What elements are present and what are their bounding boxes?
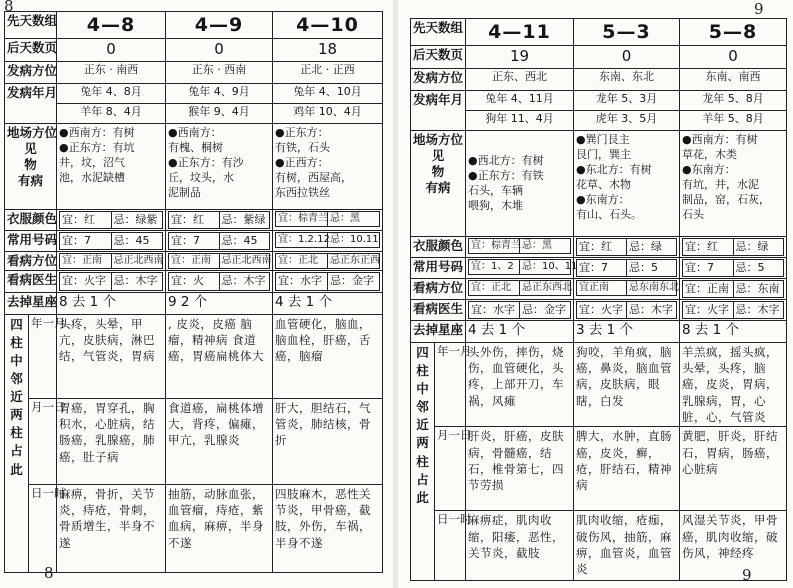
disease-cell: 四肢麻木，恶性关节炎，甲骨癌，截肢，外伤，车祸，半身不遂 <box>273 484 383 572</box>
row-year-1 <box>411 90 787 110</box>
star-cell: 4 去 1 个 <box>466 320 574 342</box>
disease-cell: 肝大，胆结石，气管炎，肺结核，骨折 <box>273 398 383 484</box>
hospital-yi: 宜：正南 <box>683 280 734 297</box>
pillar-char: 四 <box>10 316 23 332</box>
doctor-ji: 忌：金字 <box>520 301 571 318</box>
row-xiantian <box>5 12 383 39</box>
numbers-cell <box>680 257 787 278</box>
clothing-ji: 忌：绿 <box>627 238 677 255</box>
label-site <box>411 130 466 236</box>
label-period: 月一日 <box>435 427 466 511</box>
row-site <box>411 130 787 236</box>
row-hospital <box>5 251 383 271</box>
label-star: 去掉星座 <box>411 320 466 342</box>
numbers-ji: 忌：10.11 <box>328 232 380 248</box>
numbers-cell <box>57 230 166 251</box>
clothing-cell <box>680 236 787 257</box>
hospital-cell <box>273 251 383 271</box>
site-cell: ●西南方：有树 ●正东方：有坑 井，坟，沼气 池，水泥缺槽 <box>57 123 166 209</box>
numbers-ji: 忌：5 <box>627 259 677 276</box>
year-cell: 羊年 8、4月 <box>57 103 166 123</box>
doctor-cell <box>680 299 787 320</box>
disease-cell: 麻痹症，肌肉收缩，阳痿，恶性，关节炎，截肢 <box>466 511 574 581</box>
doctor-cell <box>466 299 574 320</box>
star-cell: 8 去 1 个 <box>680 320 787 342</box>
row-year-1 <box>5 83 383 103</box>
numbers-ji: 忌：10、11 <box>520 259 571 275</box>
site-cell: ●正东方： 有铁，石头 ●正西方： 有树，西屋高， 东西拉铁丝 <box>273 123 383 209</box>
numbers-cell <box>166 230 273 251</box>
doctor-cell <box>166 271 273 292</box>
row-direction <box>411 68 787 90</box>
code-cell: 5—3 <box>574 19 680 46</box>
hospital-ji: 忌正北西南 <box>111 253 163 269</box>
hospital-ji: 忌：东南 <box>733 280 784 297</box>
hospital-ji: 忌正东西北 <box>520 280 571 296</box>
pillar-char: 占 <box>10 443 23 459</box>
label-pillars <box>411 342 435 581</box>
label-direction: 发病方位 <box>5 61 57 83</box>
row-year-month <box>5 314 383 398</box>
code-cell: 5—8 <box>680 19 787 46</box>
numbers-yi: 宜：7 <box>169 232 220 249</box>
row-numbers <box>411 257 787 278</box>
disease-cell: 头外伤，摔伤，烧伤，血管硬化，头疼，上部开刀，车祸，风瘫 <box>466 342 574 427</box>
doctor-yi: 宜：水字 <box>469 301 520 318</box>
label-numbers: 常用号码 <box>5 230 57 251</box>
label-pillars <box>5 314 29 572</box>
doctor-yi: 宜：水字 <box>276 273 328 290</box>
hospital-yi: 宜：正南 <box>169 253 220 269</box>
clothing-ji: 忌：绿紫 <box>111 211 163 228</box>
page-cell: 19 <box>466 46 574 68</box>
year-cell: 龙年 5、3月 <box>574 90 680 110</box>
disease-cell: 风湿关节炎，甲骨癌，肌肉收缩，破伤风，神经疼 <box>680 511 787 581</box>
row-doctor <box>5 271 383 292</box>
year-cell: 龙年 5、8月 <box>680 90 787 110</box>
page-cell: 18 <box>273 39 383 61</box>
hospital-cell <box>680 278 787 299</box>
pillar-char: 中 <box>416 381 429 397</box>
disease-cell: 麻痹，骨折，关节炎，痔疮，骨刺，骨质增生，半身不遂 <box>57 484 166 572</box>
label-xiantian: 先天数组 <box>5 12 57 39</box>
pillar-char: 柱 <box>416 362 429 378</box>
disease-cell: 抽筋，动脉血张，血管瘤，痔疮，紫血病，麻痹，半身不遂 <box>166 484 273 572</box>
numbers-yi: 宜：1.2.12 <box>276 232 328 248</box>
direction-cell: 正东 · 西南 <box>166 61 273 83</box>
label-site-line: 物 <box>24 156 37 172</box>
year-cell: 狗年 11、4月 <box>466 110 574 130</box>
doctor-yi: 宜：火字 <box>60 273 112 290</box>
clothing-cell <box>57 209 166 230</box>
row-hospital <box>411 278 787 299</box>
label-site-line: 有病 <box>18 172 44 188</box>
page-number-top: 8 <box>4 0 14 15</box>
disease-cell: 肝炎，肝癌，皮肤病，骨髓癌，结石，椎骨第七，四节劳损 <box>466 427 574 511</box>
numbers-cell <box>273 230 383 251</box>
direction-cell: 正北 · 正西 <box>273 61 383 83</box>
year-cell: 猴年 9、4月 <box>166 103 273 123</box>
year-cell: 兔年 4、11月 <box>466 90 574 110</box>
page-cell: 0 <box>574 46 680 68</box>
page-number-top: 9 <box>754 0 764 18</box>
clothing-yi: 宜：红 <box>683 238 734 255</box>
pillar-char: 两 <box>10 407 23 423</box>
doctor-yi: 宜：火 <box>169 273 220 290</box>
page-cell: 0 <box>680 46 787 68</box>
row-day-hour <box>411 511 787 581</box>
label-site-line: 地场方位 <box>413 131 464 147</box>
star-cell: 3 去 1 个 <box>574 320 680 342</box>
hospital-yi: 宜：正南 <box>60 253 112 269</box>
row-year-2 <box>5 103 383 123</box>
doctor-yi: 宜：火字 <box>577 301 627 318</box>
row-clothing <box>411 236 787 257</box>
pillar-char: 柱 <box>10 334 23 350</box>
label-houtian: 后天数页 <box>411 46 466 68</box>
label-clothing: 衣服颜色 <box>5 209 57 230</box>
doctor-cell <box>273 271 383 292</box>
year-cell: 羊年 5、8月 <box>680 110 787 130</box>
code-cell: 4—11 <box>466 19 574 46</box>
pillar-char: 近 <box>10 389 23 405</box>
direction-cell: 东南、南西 <box>680 68 787 90</box>
row-month-day <box>5 398 383 484</box>
doctor-yi: 宜：火字 <box>683 301 734 318</box>
code-cell: 4—9 <box>166 12 273 39</box>
row-star <box>5 292 383 314</box>
doctor-ji: 忌：木字 <box>219 273 270 290</box>
numbers-ji: 忌：45 <box>111 232 163 249</box>
doctor-ji: 忌：木字 <box>627 301 677 318</box>
site-cell: ●西南方： 有槐、桐树 ●正东方：有沙 丘，坟头，水 泥制品 <box>166 123 273 209</box>
label-hospital: 看病方位 <box>5 251 57 271</box>
pillar-char: 邻 <box>10 370 23 386</box>
clothing-ji: 忌：绿 <box>733 238 784 255</box>
site-cell: ●巽门艮主 艮门，巽主 ●东北方：有树 花草、木物 ●东南方： 有山、石头。 <box>574 130 680 236</box>
row-houtian <box>5 39 383 61</box>
year-cell: 鸡年 10、4月 <box>273 103 383 123</box>
disease-cell: 头疼，头晕，甲亢，皮肤病，淋巴结，气管炎，胃病 <box>57 314 166 398</box>
star-cell: 4 去 1 个 <box>273 292 383 314</box>
left-table <box>4 11 383 573</box>
hospital-cell <box>466 278 574 299</box>
site-cell: ●西南方：有树 草花，木类 ●东南方： 有坑，井，水泥 制品，窑，石灰， 石头 <box>680 130 787 236</box>
label-clothing: 衣服颜色 <box>411 236 466 257</box>
disease-cell: 羊羔疯，摇头疯，头晕，头疼，脑癌，皮炎，胃病，乳腺病，胃，心脏，心，气管炎 <box>680 342 787 427</box>
numbers-ji: 忌：45 <box>219 232 270 249</box>
hospital-yi: 宜正南 <box>577 280 627 296</box>
hospital-cell <box>166 251 273 271</box>
disease-cell: 血管硬化，脑血，脑血栓，肝癌，舌癌，脑瘤 <box>273 314 383 398</box>
page-number-bottom: 8 <box>44 564 54 582</box>
clothing-yi: 宜：棕青兰 <box>276 211 328 227</box>
label-direction: 发病方位 <box>411 68 466 90</box>
numbers-yi: 宜：7 <box>60 232 112 249</box>
numbers-cell <box>574 257 680 278</box>
label-site-line: 见 <box>431 147 445 163</box>
disease-cell: 肌肉收缩，疮痂，破伤风，抽筋，麻痹，血管炎，血管炎 <box>574 511 680 581</box>
clothing-cell <box>273 209 383 230</box>
star-cell: 8 去 1 个 <box>57 292 166 314</box>
right-page <box>398 0 793 588</box>
disease-cell: 脾大，水肿，直肠癌，皮炎，癣，疮，肝结石，精神病 <box>574 427 680 511</box>
label-period: 日一时 <box>435 511 466 581</box>
row-direction <box>5 61 383 83</box>
disease-cell: 食道癌，扁桃体增大，背疼，偏瘫，甲亢，乳腺炎 <box>166 398 273 484</box>
page-cell: 0 <box>57 39 166 61</box>
hospital-cell <box>574 278 680 299</box>
clothing-cell <box>166 209 273 230</box>
label-doctor: 看病医生 <box>5 271 57 292</box>
page-cell: 0 <box>166 39 273 61</box>
row-month-day <box>411 427 787 511</box>
year-cell: 虎年 3、5月 <box>574 110 680 130</box>
row-day-hour <box>5 484 383 572</box>
disease-cell: , 皮炎，皮癌 脑瘤，精神病 食道癌，胃癌扁桃体大 <box>166 314 273 398</box>
disease-cell: 狗咬，羊角疯，脑癌，鼻炎，脑血管病，皮肤病，眼瞎，白发 <box>574 342 680 427</box>
row-clothing <box>5 209 383 230</box>
hospital-ji: 忌正北西南 <box>219 253 270 269</box>
direction-cell: 正东、西北 <box>466 68 574 90</box>
year-cell: 兔年 4、9月 <box>166 83 273 103</box>
label-period: 日一时 <box>29 484 57 572</box>
numbers-yi: 宜：1、2 <box>469 259 520 275</box>
label-site-line: 见 <box>24 140 37 156</box>
pillar-char: 占 <box>416 471 429 487</box>
disease-cell: 胃癌，胃穿孔，胸积水，心脏病，结肠癌，乳腺癌，肺癌，肚子病 <box>57 398 166 484</box>
label-year-month: 发病年月 <box>5 83 57 123</box>
label-site <box>5 123 57 209</box>
label-period: 月一日 <box>29 398 57 484</box>
clothing-ji: 忌：黑 <box>520 238 571 254</box>
code-cell: 4—8 <box>57 12 166 39</box>
numbers-cell <box>466 257 578 278</box>
label-year-month: 发病年月 <box>411 90 466 130</box>
label-site-line: 物 <box>431 163 445 179</box>
hospital-cell <box>57 251 166 271</box>
doctor-ji: 忌：木字 <box>733 301 784 318</box>
hospital-yi: 宜：正北 <box>469 280 520 296</box>
year-cell: 兔年 4、8月 <box>57 83 166 103</box>
numbers-yi: 宜：7 <box>577 259 627 276</box>
label-period: 年一月 <box>435 342 466 427</box>
year-cell: 兔年 4、10月 <box>273 83 383 103</box>
row-year-month <box>411 342 787 427</box>
numbers-yi: 宜：7 <box>683 259 734 276</box>
page-number-bottom: 9 <box>742 566 752 584</box>
clothing-cell <box>574 236 680 257</box>
label-period: 年一月 <box>29 314 57 398</box>
pillar-char: 两 <box>416 435 429 451</box>
left-page <box>0 0 393 588</box>
label-xiantian: 先天数组 <box>411 19 466 46</box>
clothing-ji: 忌：黑 <box>328 211 380 227</box>
row-houtian <box>411 46 787 68</box>
pillar-char: 四 <box>416 344 429 360</box>
label-houtian: 后天数页 <box>5 39 57 61</box>
pillar-char: 柱 <box>416 453 429 469</box>
row-site <box>5 123 383 209</box>
numbers-ji: 忌：5 <box>733 259 784 276</box>
label-site-line: 地场方位 <box>7 124 58 140</box>
hospital-ji: 忌东南东北 <box>627 280 677 296</box>
pillar-char: 此 <box>10 461 23 477</box>
star-cell: 9 2 个 <box>166 292 273 314</box>
doctor-ji: 忌：金字 <box>328 273 380 290</box>
hospital-ji: 忌正东正西 <box>328 253 380 269</box>
clothing-yi: 宜：红 <box>577 238 627 255</box>
site-cell: ●西北方：有树 ●正东方：有铁 石头，车辆 喂狗，木堆 <box>466 130 574 236</box>
row-numbers <box>5 230 383 251</box>
label-doctor: 看病医生 <box>411 299 466 320</box>
pillar-char: 邻 <box>416 399 429 415</box>
clothing-cell <box>466 236 574 257</box>
pillar-char: 柱 <box>10 425 23 441</box>
hospital-yi: 宜：正北 <box>276 253 328 269</box>
disease-cell: 黄肥，肝炎，肝结石，胃病，肠癌，心脏病 <box>680 427 787 511</box>
doctor-ji: 忌：木字 <box>111 273 163 290</box>
label-numbers: 常用号码 <box>411 257 466 278</box>
pillar-char: 近 <box>416 417 429 433</box>
clothing-ji: 忌：紫绿 <box>219 211 270 228</box>
label-star: 去掉星座 <box>5 292 57 314</box>
row-star <box>411 320 787 342</box>
row-xiantian <box>411 19 787 46</box>
doctor-cell <box>574 299 680 320</box>
clothing-yi: 宜：红 <box>60 211 112 228</box>
clothing-yi: 宜：红 <box>169 211 220 228</box>
code-cell: 4—10 <box>273 12 383 39</box>
pillar-char: 此 <box>416 489 429 505</box>
direction-cell: 正东 · 南西 <box>57 61 166 83</box>
row-year-2 <box>411 110 787 130</box>
clothing-yi: 宜：棕青兰 <box>469 238 520 254</box>
label-hospital: 看病方位 <box>411 278 466 299</box>
right-table <box>410 18 787 581</box>
pillar-char: 中 <box>10 352 23 368</box>
direction-cell: 东南、东北 <box>574 68 680 90</box>
label-site-line: 有病 <box>425 179 451 195</box>
doctor-cell <box>57 271 166 292</box>
row-doctor <box>411 299 787 320</box>
